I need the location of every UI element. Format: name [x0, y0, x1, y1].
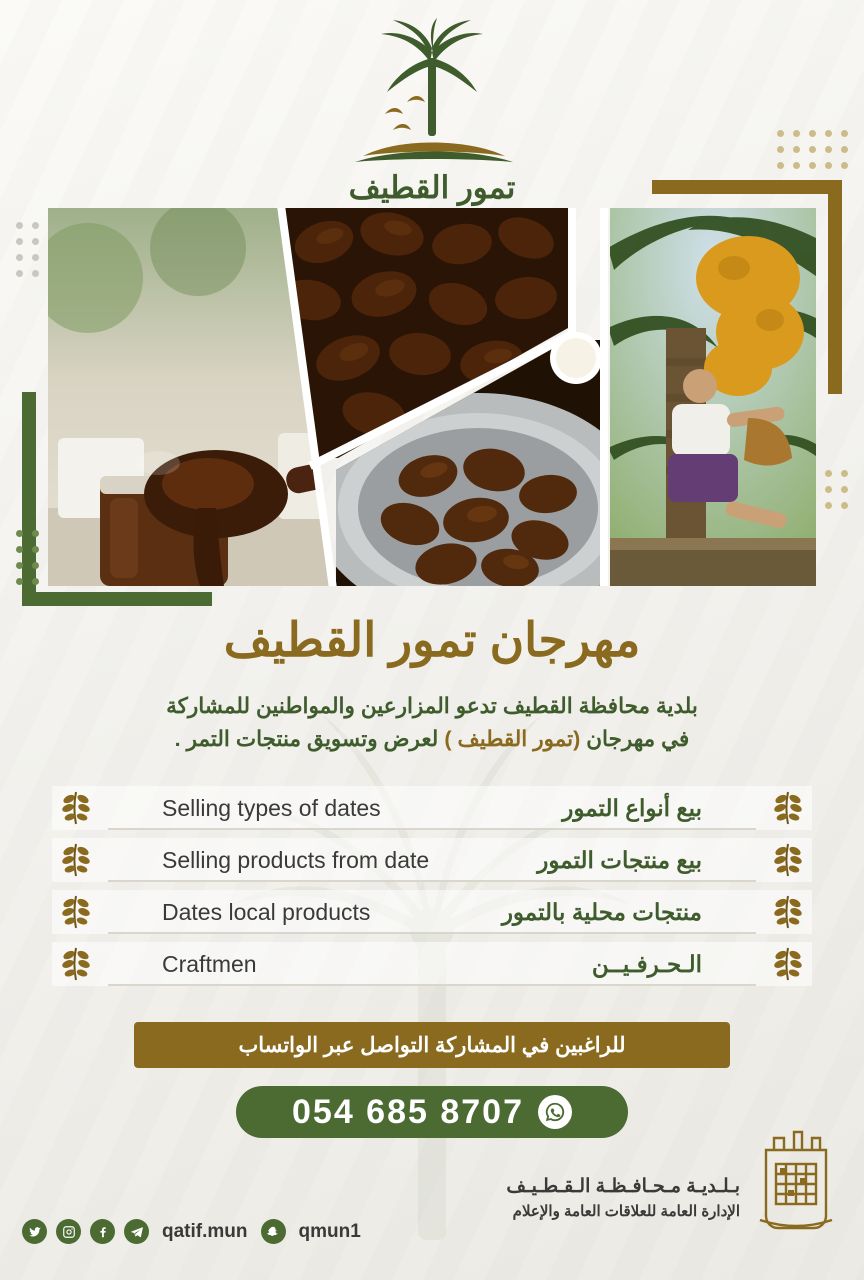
feature-label-en: Dates local products	[162, 898, 371, 925]
feature-label-ar: منتجات محلية بالتمور	[501, 898, 702, 925]
intro-line-1: بلدية محافظة القطيف تدعو المزارعين والمواطنين للمشاركة	[166, 694, 698, 718]
intro-line-2-part-a: في مهرجان	[580, 727, 690, 752]
page-title: مهرجان تمور القطيف	[223, 613, 641, 666]
feature-row	[52, 942, 812, 986]
date-branch-icon	[56, 840, 96, 880]
feature-label-ar: بيع منتجات التمور	[537, 846, 702, 873]
intro-paragraph	[46, 690, 818, 757]
row-underline	[108, 984, 756, 986]
feature-label-ar: بيع أنواع التمور	[562, 794, 702, 821]
intro-line-2-part-b: لعرض وتسويق منتجات التمر .	[174, 727, 445, 752]
feature-row	[52, 786, 812, 830]
feature-label-en: Selling products from date	[162, 846, 430, 873]
instagram-icon[interactable]	[56, 1219, 81, 1244]
date-branch-icon	[56, 788, 96, 828]
whatsapp-icon	[538, 1095, 572, 1129]
municipality-emblem	[750, 1124, 842, 1232]
municipality-line-2: الإدارة العامة للعلاقات العامة والإعلام	[512, 1203, 740, 1220]
festival-name-highlight: (تمور القطيف )	[444, 727, 581, 752]
row-underline	[108, 828, 756, 830]
social-links	[22, 1219, 365, 1244]
snapchat-icon[interactable]	[261, 1219, 286, 1244]
telegram-icon[interactable]	[124, 1219, 149, 1244]
handle-snapchat[interactable]: qmun1	[298, 1220, 361, 1242]
date-branch-icon	[768, 788, 808, 828]
palm-logo-icon	[337, 18, 527, 168]
date-branch-icon	[768, 944, 808, 984]
row-underline	[108, 880, 756, 882]
date-palm-harvester-photo	[608, 208, 816, 586]
facebook-icon[interactable]	[90, 1219, 115, 1244]
date-branch-icon	[56, 892, 96, 932]
municipality-name	[506, 1175, 740, 1220]
municipality-line-1: بـلـديـة مـحـافـظـة الـقـطـيـف	[506, 1176, 740, 1197]
logo-text: تمور القطيف	[348, 170, 516, 205]
row-underline	[108, 932, 756, 934]
twitter-icon[interactable]	[22, 1219, 47, 1244]
feature-label-ar: الـحـرفـيــن	[591, 950, 702, 977]
feature-row	[52, 838, 812, 882]
brand-logo	[0, 18, 864, 206]
phone-number-text: 054 685 8707	[292, 1092, 524, 1131]
photo-collage	[48, 208, 816, 586]
handle-main[interactable]: qatif.mun	[162, 1220, 248, 1242]
intro-line-2	[46, 723, 818, 756]
features-list	[52, 786, 812, 994]
date-branch-icon	[768, 892, 808, 932]
footer	[0, 1128, 864, 1258]
whatsapp-cta-banner[interactable]: للراغبين في المشاركة التواصل عبر الواتساب	[134, 1022, 730, 1068]
feature-label-en: Selling types of dates	[162, 794, 381, 821]
feature-row	[52, 890, 812, 934]
date-branch-icon	[768, 840, 808, 880]
feature-label-en: Craftmen	[162, 950, 257, 977]
date-branch-icon	[56, 944, 96, 984]
